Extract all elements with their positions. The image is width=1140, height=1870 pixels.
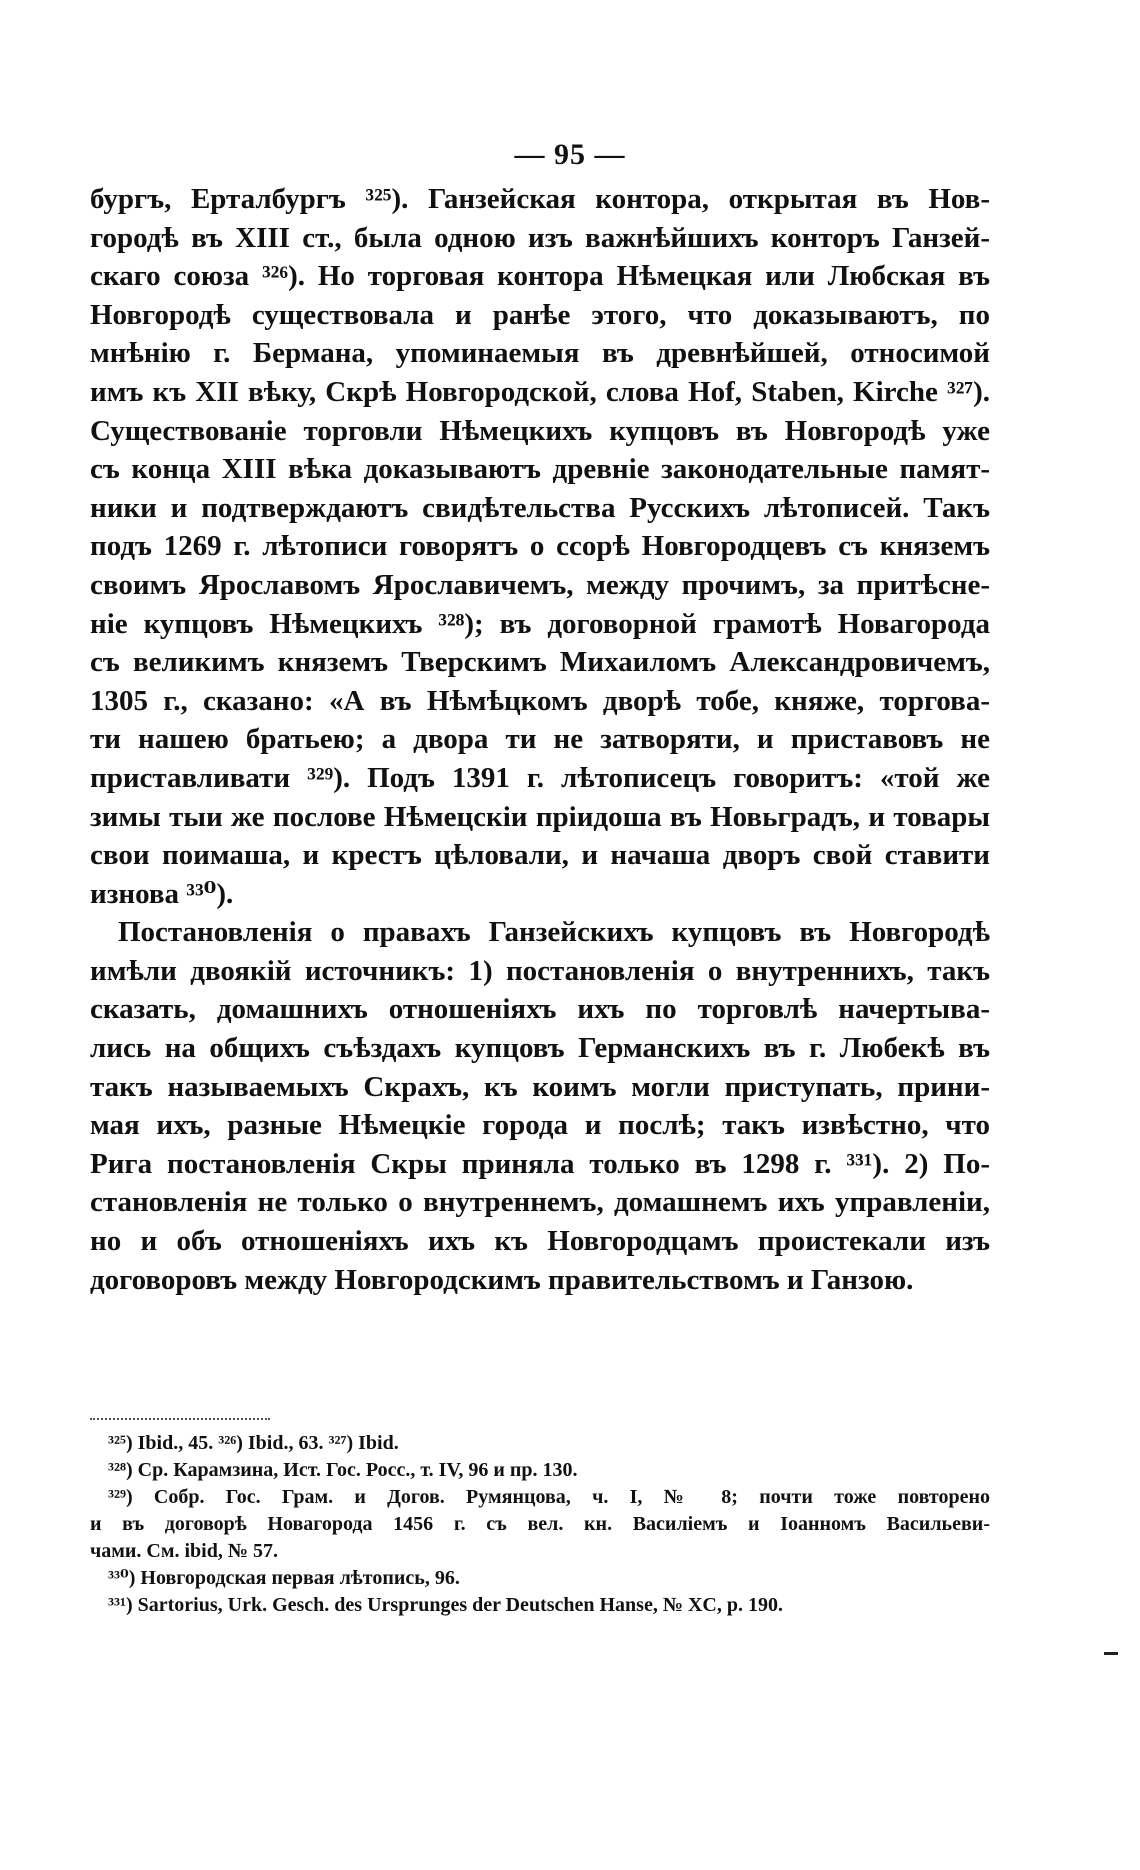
footnote-line: ³²⁵) Ibid., 45. ³²⁶) Ibid., 63. ³²⁷) Ibid. — [108, 1432, 399, 1454]
text-line: мнѣнію г. Бермана, упоминаемыя въ древнѣйшей, относимой — [90, 337, 990, 370]
text-line: городѣ въ XIII ст., была одною изъ важнѣйшихъ конторъ Ганзей- — [90, 221, 990, 254]
margin-mark — [1104, 1652, 1118, 1655]
page-number: — 95 — — [514, 138, 626, 171]
text-line: свои поимаша, и крестъ цѣловали, и начаша дворъ свой ставити — [90, 839, 990, 872]
text-line: съ великимъ княземъ Тверскимъ Михаиломъ Александровичемъ, — [90, 646, 990, 679]
main-text — [90, 180, 990, 1299]
paragraph-start-line: Постановленія о правахъ Ганзейскихъ купцовъ въ Новгородѣ — [118, 916, 990, 949]
footnote-line: чами. См. ibid, № 57. — [90, 1540, 278, 1562]
text-line: бургъ, Ерталбургъ ³²⁵). Ганзейская контора, открытая въ Нов- — [90, 183, 990, 215]
footnote-line: и въ договорѣ Новагорода 1456 г. съ вел. кн. Василіемъ и Іоанномъ Васильеви- — [90, 1513, 990, 1535]
text-line: лись на общихъ съѣздахъ купцовъ Германскихъ въ г. Любекѣ въ — [90, 1032, 990, 1065]
text-line: договоровъ между Новгородскимъ правительствомъ и Ганзою. — [90, 1263, 914, 1296]
text-line: 1305 г., сказано: «А въ Нѣмѣцкомъ дворѣ тобе, княже, торгова- — [90, 684, 990, 717]
text-line: ти нашею братьею; а двора ти не затворяти, и приставовъ не — [90, 723, 990, 756]
text-line: изнова ³³⁰). — [90, 877, 234, 910]
text-line: приставливати ³²⁹). Подъ 1391 г. лѣтописецъ говоритъ: «той же — [90, 761, 990, 794]
text-line: Рига постановленія Скры приняла только въ 1298 г. ³³¹). 2) По- — [90, 1147, 990, 1180]
text-line: такъ называемыхъ Скрахъ, къ коимъ могли приступать, прини- — [90, 1070, 990, 1103]
footnote-line: ³³¹) Sartorius, Urk. Gesch. des Ursprunges der Deutschen Hanse, № XC, p. 190. — [108, 1594, 783, 1616]
footnote-line: ³²⁸) Ср. Карамзина, Ист. Гос. Росс., т. IV, 96 и пр. 130. — [108, 1459, 578, 1481]
text-line: Существованіе торговли Нѣмецкихъ купцовъ въ Новгородѣ уже — [90, 414, 990, 447]
text-line: сказать, домашнихъ отношеніяхъ ихъ по торговлѣ начертыва- — [90, 993, 990, 1026]
text-line: имѣли двоякій источникъ: 1) постановленія о внутреннихъ, такъ — [90, 954, 990, 987]
text-line: мая ихъ, разные Нѣмецкіе города и послѣ; такъ извѣстно, что — [90, 1109, 990, 1142]
text-line: ники и подтверждаютъ свидѣтельства Русскихъ лѣтописей. Такъ — [90, 491, 990, 524]
text-line: ніе купцовъ Нѣмецкихъ ³²⁸); въ договорной грамотѣ Новагорода — [90, 607, 990, 640]
text-line: скаго союза ³²⁶). Но торговая контора Нѣмецкая или Любская въ — [90, 260, 990, 293]
text-line: Новгородѣ существовала и ранѣе этого, что доказываютъ, по — [90, 298, 990, 331]
footnotes — [90, 1430, 990, 1619]
text-line: имъ къ XII вѣку, Скрѣ Новгородской, слова Hof, Staben, Kirche ³²⁷). — [90, 375, 990, 408]
text-line: но и объ отношеніяхъ ихъ къ Новгородцамъ проистекали изъ — [90, 1225, 990, 1258]
text-line: зимы тыи же послове Нѣмецскіи пріидоша въ Новьградъ, и товары — [90, 800, 990, 833]
text-line: подъ 1269 г. лѣтописи говорятъ о ссорѣ Новгородцевъ съ княземъ — [90, 530, 990, 563]
text-line: съ конца XIII вѣка доказываютъ древніе законодательные памят- — [90, 453, 990, 486]
text-line: становленія не только о внутреннемъ, домашнемъ ихъ управленіи, — [90, 1186, 990, 1219]
footnote-line: ³³⁰) Новгородская первая лѣтопись, 96. — [108, 1567, 460, 1589]
text-line: своимъ Ярославомъ Ярославичемъ, между прочимъ, за притѣсне- — [90, 568, 990, 601]
footnote-line: ³²⁹) Собр. Гос. Грам. и Догов. Румянцова, ч. I, № 8; почти тоже повторено — [108, 1486, 990, 1508]
footnote-separator — [90, 1418, 270, 1420]
